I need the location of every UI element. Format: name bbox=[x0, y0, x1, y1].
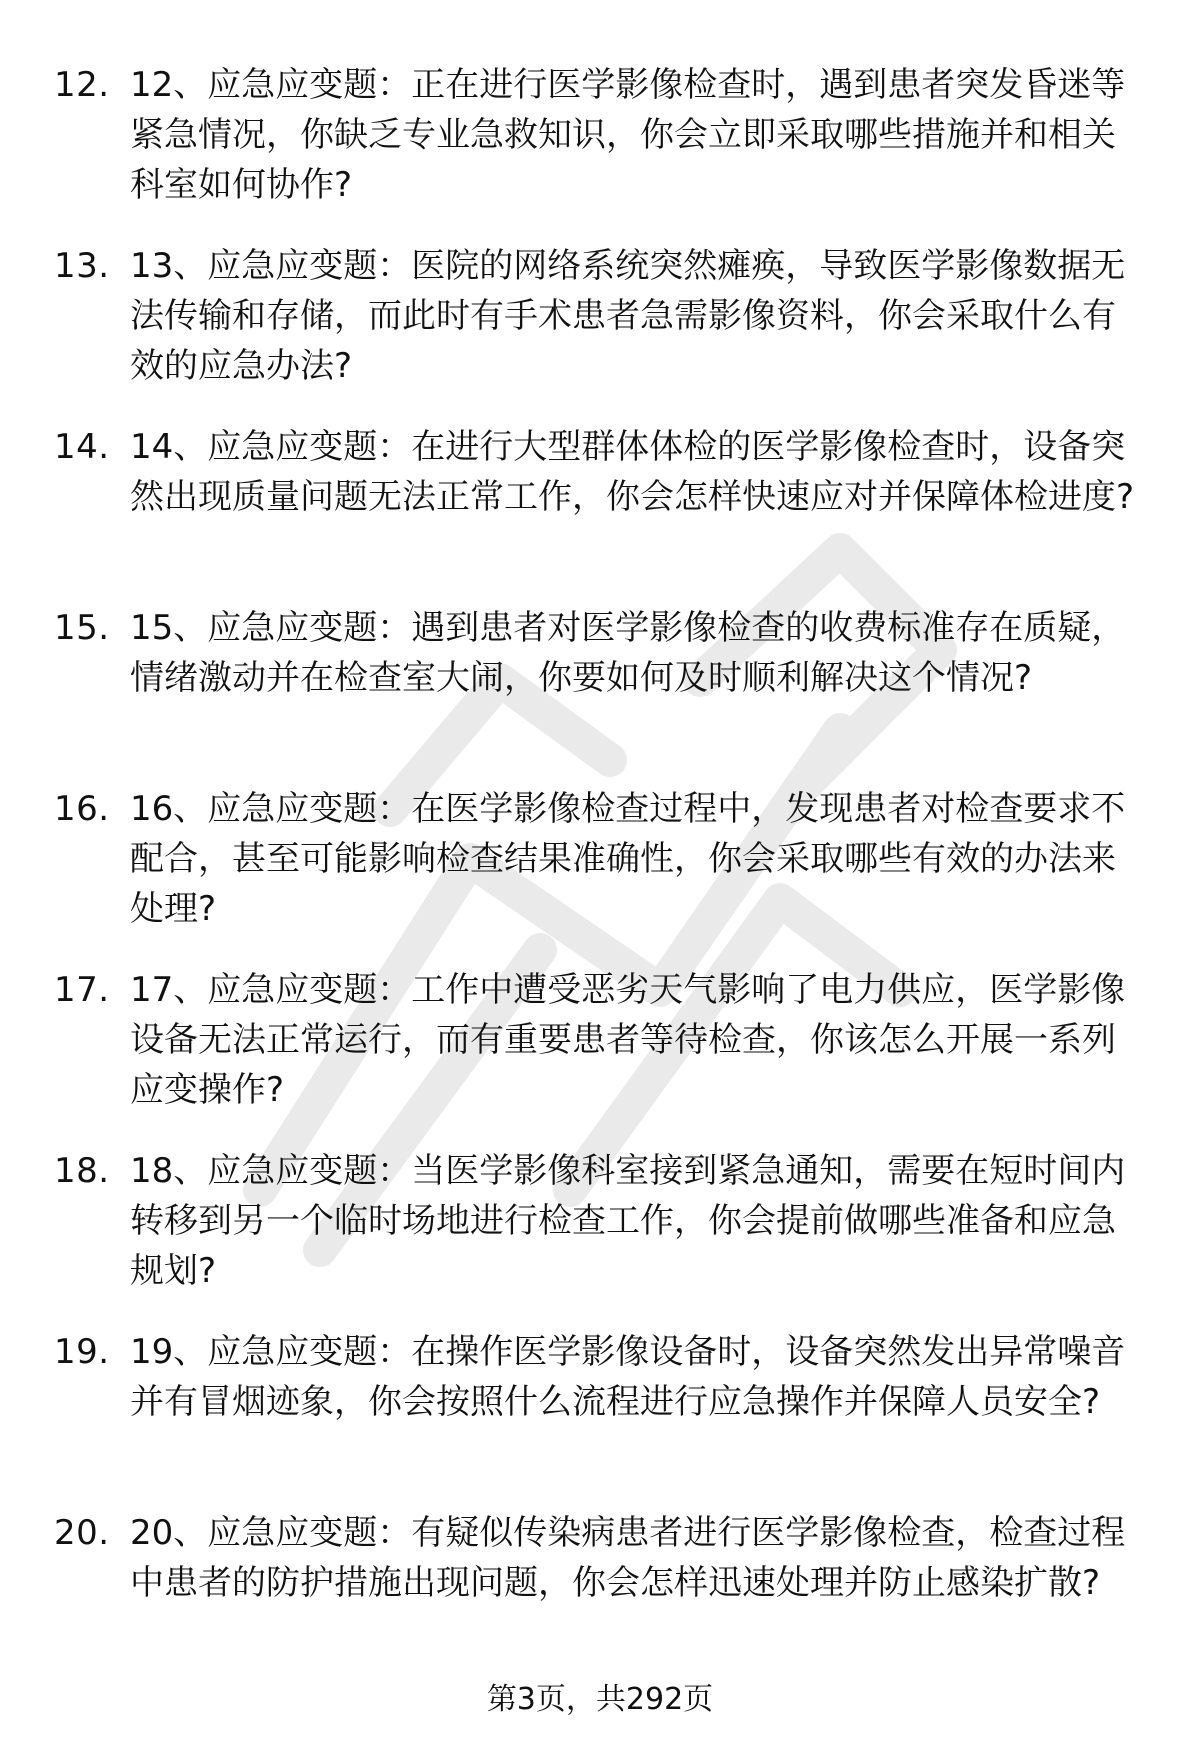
question-text: 20、应急应变题：有疑似传染病患者进行医学影像检查，检查过程中患者的防护措施出现问题，你会怎样迅速处理并防止感染扩散? bbox=[130, 1513, 1126, 1603]
question-text: 16、应急应变题：在医学影像检查过程中，发现患者对检查要求不配合，甚至可能影响检查结果准确性，你会采取哪些有效的办法来处理? bbox=[130, 789, 1126, 929]
question-number: 17. bbox=[54, 970, 110, 1010]
question-number: 15. bbox=[54, 608, 110, 648]
question-list bbox=[0, 60, 1200, 1689]
page-footer: 第3页，共292页 bbox=[486, 1682, 714, 1717]
question-text: 13、应急应变题：医院的网络系统突然瘫痪，导致医学影像数据无法传输和存储，而此时有手术患者急需影像资料，你会采取什么有效的应急办法? bbox=[130, 246, 1126, 386]
question-number: 18. bbox=[54, 1151, 110, 1191]
question-item bbox=[0, 60, 1200, 241]
question-text: 15、应急应变题：遇到患者对医学影像检查的收费标准存在质疑，情绪激动并在检查室大闹，你要如何及时顺利解决这个情况? bbox=[130, 608, 1126, 698]
question-number: 16. bbox=[54, 789, 110, 829]
question-text: 12、应急应变题：正在进行医学影像检查时，遇到患者突发昏迷等紧急情况，你缺乏专业急救知识，你会立即采取哪些措施并和相关科室如何协作? bbox=[130, 65, 1126, 205]
question-number: 20. bbox=[54, 1513, 110, 1553]
question-text: 19、应急应变题：在操作医学影像设备时，设备突然发出异常噪音并有冒烟迹象，你会按照什么流程进行应急操作并保障人员安全? bbox=[130, 1332, 1126, 1422]
question-number: 14. bbox=[54, 427, 110, 467]
question-item bbox=[0, 603, 1200, 784]
question-text: 18、应急应变题：当医学影像科室接到紧急通知，需要在短时间内转移到另一个临时场地进行检查工作，你会提前做哪些准备和应急规划? bbox=[130, 1151, 1126, 1291]
question-item bbox=[0, 1508, 1200, 1689]
question-item bbox=[0, 422, 1200, 603]
question-item bbox=[0, 241, 1200, 422]
question-item bbox=[0, 1327, 1200, 1508]
question-number: 19. bbox=[54, 1332, 110, 1372]
question-item bbox=[0, 1146, 1200, 1327]
question-text: 17、应急应变题：工作中遭受恶劣天气影响了电力供应，医学影像设备无法正常运行，而有重要患者等待检查，你该怎么开展一系列应变操作? bbox=[130, 970, 1126, 1110]
question-number: 13. bbox=[54, 246, 110, 286]
question-text: 14、应急应变题：在进行大型群体体检的医学影像检查时，设备突然出现质量问题无法正常工作，你会怎样快速应对并保障体检进度? bbox=[130, 427, 1135, 517]
question-item bbox=[0, 965, 1200, 1146]
question-number: 12. bbox=[54, 65, 110, 105]
question-item bbox=[0, 784, 1200, 965]
